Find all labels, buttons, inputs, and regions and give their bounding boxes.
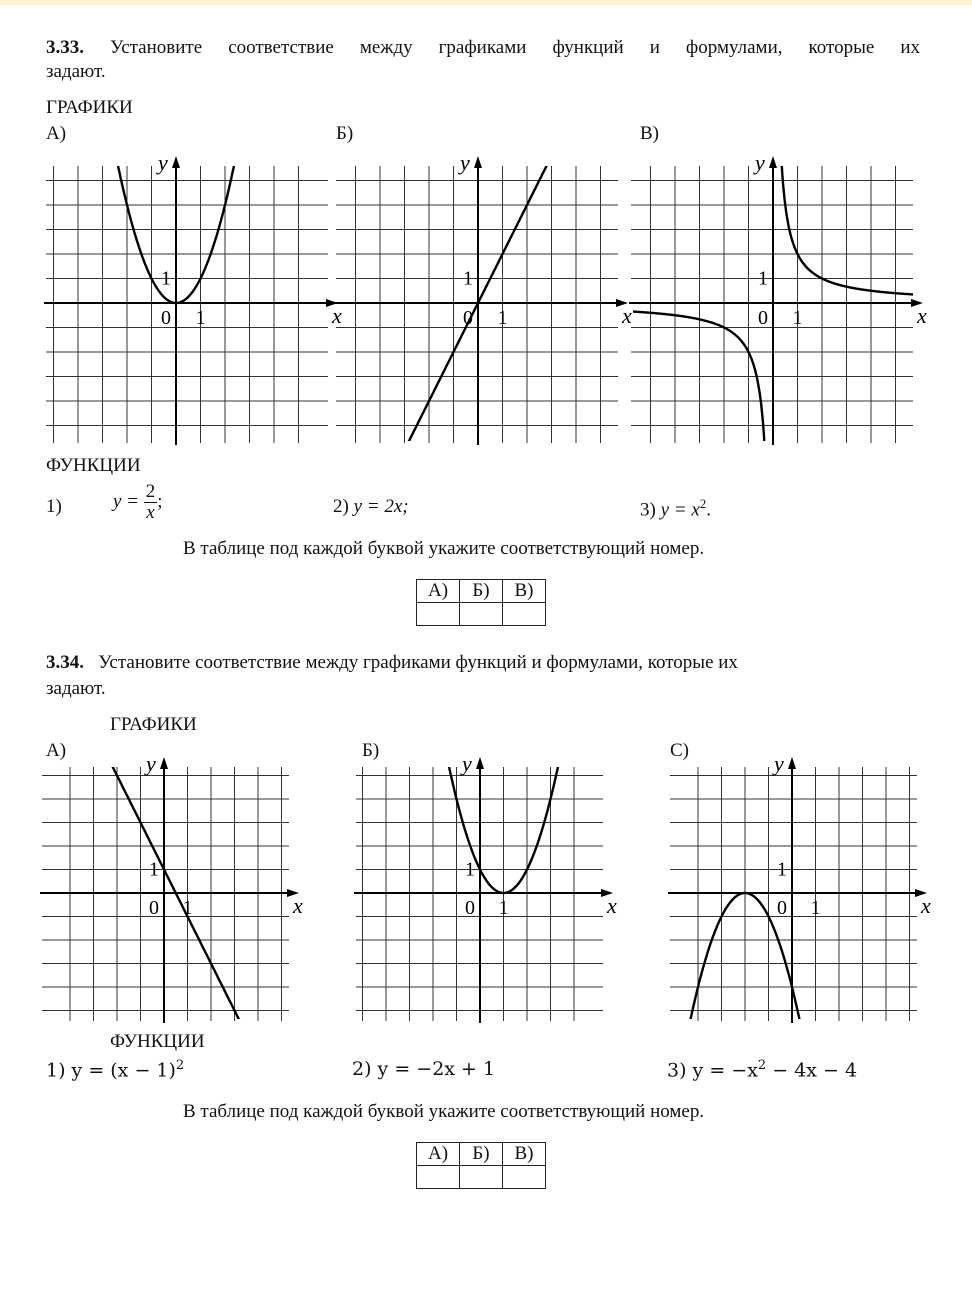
fraction-denominator: x — [146, 502, 155, 523]
answer-cell-a[interactable] — [417, 603, 460, 626]
function-1-tail: ; — [157, 490, 163, 512]
task-3-33-text — [46, 35, 920, 87]
graph-label-a-3-34: А) — [46, 740, 67, 761]
graph-label-b-3-33: Б) — [336, 123, 354, 144]
graphs-heading-3-34: ГРАФИКИ — [110, 714, 197, 735]
task-3-33-line1: Установите соответствие между графиками функций и формулами, которые их — [110, 37, 920, 58]
function-3-34-2: 2) y = −2x + 1 — [352, 1058, 496, 1080]
x-axis-label: x — [921, 893, 931, 918]
x-unit-label: 1 — [195, 307, 206, 329]
y-axis-label: y — [460, 150, 470, 175]
function-2-number: 2) — [333, 496, 349, 517]
answer-header-b: Б) — [460, 580, 503, 603]
function-1-formula — [113, 482, 163, 523]
answer-header-a: А) — [417, 580, 460, 603]
fraction-numerator: 2 — [145, 481, 156, 502]
task-3-34-text — [46, 652, 738, 674]
graph-3-33-b — [330, 150, 630, 450]
y-unit-label: 1 — [161, 267, 171, 290]
origin-label: 0 — [463, 307, 473, 329]
answer-table-3-33 — [416, 579, 546, 626]
function-3-34-3-expr-a: 3) y = −x — [667, 1059, 758, 1082]
function-3-34-3 — [667, 1058, 857, 1081]
function-3-base: y = x — [660, 499, 700, 521]
graphs-heading-3-33: ГРАФИКИ — [46, 97, 133, 118]
graph-label-b-3-34: Б) — [362, 740, 380, 761]
x-unit-label: 1 — [497, 307, 508, 329]
task-3-34-line1: Установите соответствие между графиками функций и формулами, которые их — [98, 652, 738, 673]
function-3-34-1-expr: 1) y = (x − 1) — [46, 1059, 176, 1082]
origin-label: 0 — [161, 307, 171, 329]
function-1-fraction — [144, 482, 158, 523]
origin-label: 0 — [777, 897, 787, 919]
answer-table-3-34 — [416, 1142, 546, 1189]
answer-header-a: А) — [417, 1143, 460, 1166]
instruction-3-34: В таблице под каждой буквой укажите соответствующий номер. — [183, 1101, 705, 1122]
x-unit-label: 1 — [182, 897, 193, 919]
y-axis-label: y — [158, 150, 168, 175]
origin-label: 0 — [149, 897, 159, 919]
graph-label-c-3-33: В) — [640, 123, 659, 144]
y-axis-label: y — [774, 751, 784, 776]
functions-heading-3-33: ФУНКЦИИ — [46, 455, 141, 476]
function-3-34-1 — [46, 1058, 184, 1081]
function-2-expr: y = 2x; — [353, 496, 409, 517]
task-3-34-line2: задают. — [46, 678, 106, 699]
x-axis-label: x — [293, 893, 303, 918]
task-3-33-line2: задают. — [46, 61, 106, 82]
origin-label: 0 — [465, 897, 475, 919]
functions-heading-3-34: ФУНКЦИИ — [110, 1031, 205, 1052]
y-axis-arrow — [788, 757, 796, 769]
y-unit-label: 1 — [463, 267, 473, 290]
function-3-34-3-exponent: 2 — [757, 1058, 767, 1073]
graph-3-34-b — [360, 751, 617, 1020]
y-axis-arrow — [474, 156, 482, 168]
instruction-3-33: В таблице под каждой буквой укажите соответствующий номер. — [183, 538, 705, 559]
y-unit-label: 1 — [149, 858, 159, 881]
x-unit-label: 1 — [810, 897, 821, 919]
function-1-number: 1) — [46, 496, 62, 517]
graph-label-a-3-33: А) — [46, 123, 67, 144]
x-unit-label: 1 — [498, 897, 509, 919]
y-unit-label: 1 — [777, 858, 787, 881]
answer-header-c: В) — [503, 580, 546, 603]
graph-3-33-a — [40, 150, 340, 450]
function-3-number: 3) — [640, 499, 656, 521]
top-highlight-bar — [0, 0, 972, 5]
answer-header-c: В) — [503, 1143, 546, 1166]
graph-3-33-c — [625, 150, 925, 450]
function-3-formula — [640, 496, 711, 521]
y-unit-label: 1 — [758, 267, 768, 290]
y-axis-arrow — [160, 757, 168, 769]
function-1-lhs: y = — [113, 490, 140, 512]
y-axis-label: y — [146, 751, 156, 776]
function-3-exponent: 2 — [699, 496, 707, 511]
x-axis-label: x — [607, 893, 617, 918]
grid — [46, 166, 328, 443]
y-axis-label: y — [462, 751, 472, 776]
y-axis-label: y — [755, 150, 765, 175]
origin-label: 0 — [758, 307, 768, 329]
function-3-34-1-exponent: 2 — [175, 1058, 185, 1073]
answer-cell-a[interactable] — [417, 1166, 460, 1189]
y-axis-arrow — [476, 757, 484, 769]
x-axis-label: x — [622, 303, 632, 328]
answer-cell-b[interactable] — [460, 603, 503, 626]
graph-label-c-3-34: С) — [670, 740, 689, 761]
x-axis-label: x — [917, 303, 927, 328]
x-axis-label: x — [332, 303, 342, 328]
graph-3-34-c — [674, 751, 931, 1020]
answer-cell-b[interactable] — [460, 1166, 503, 1189]
answer-cell-c[interactable] — [503, 1166, 546, 1189]
graph-3-34-a — [46, 751, 303, 1020]
answer-cell-c[interactable] — [503, 603, 546, 626]
answer-header-b: Б) — [460, 1143, 503, 1166]
y-axis-arrow — [769, 156, 777, 168]
function-3-34-3-expr-b: − 4x − 4 — [766, 1059, 858, 1082]
y-unit-label: 1 — [465, 858, 475, 881]
task-3-34-number: 3.34. — [46, 652, 84, 673]
function-2-formula — [333, 496, 409, 518]
y-axis-arrow — [172, 156, 180, 168]
task-3-33-number: 3.33. — [46, 37, 84, 58]
function-3-tail: . — [706, 499, 712, 521]
x-unit-label: 1 — [792, 307, 803, 329]
